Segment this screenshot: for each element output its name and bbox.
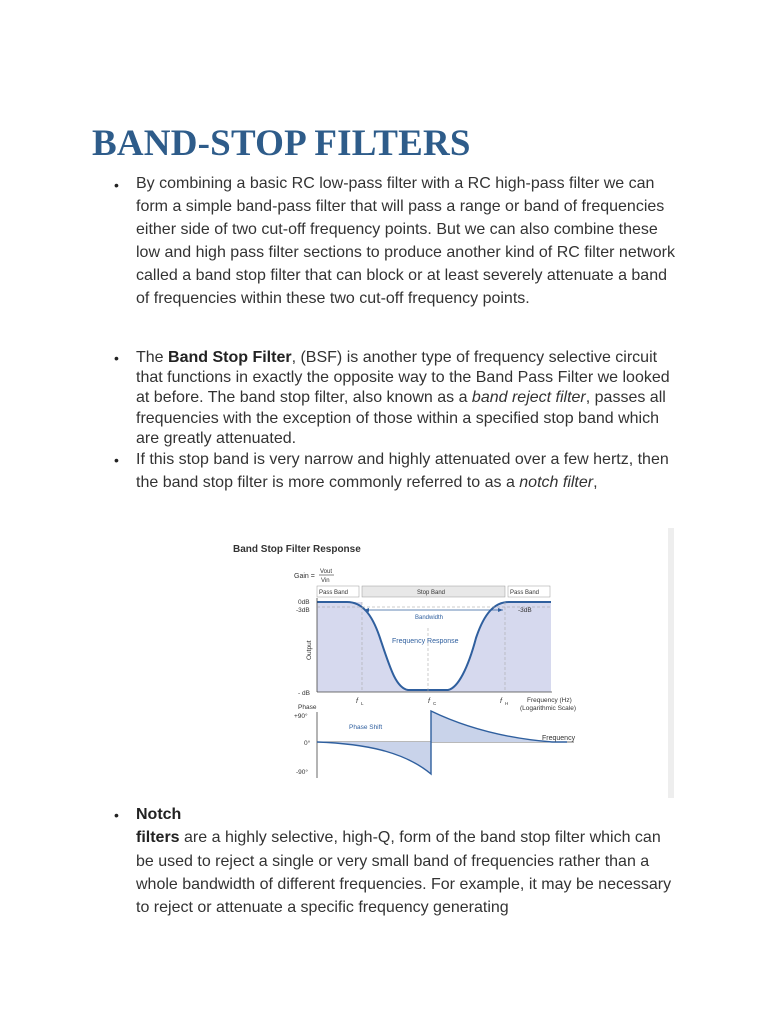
figure-title: Band Stop Filter Response xyxy=(233,544,361,555)
minus90-label: -90° xyxy=(296,769,308,776)
paragraph-notch-intro xyxy=(136,449,676,494)
bold-term: Band Stop Filter xyxy=(168,349,292,366)
minus3db-right-label: -3dB xyxy=(518,607,532,614)
bullet-dot: • xyxy=(114,807,119,823)
bold-term: filters xyxy=(136,829,180,847)
pass-band-left-label: Pass Band xyxy=(319,590,349,596)
fl-subscript: L xyxy=(361,701,364,706)
bandwidth-label: Bandwidth xyxy=(415,615,444,621)
frequency-response-label: Frequency Response xyxy=(392,638,459,645)
phase-label: Phase xyxy=(298,704,317,711)
bullet-dot: • xyxy=(114,177,119,193)
minus-db-label: - dB xyxy=(298,690,310,697)
italic-term: notch filter xyxy=(519,473,594,491)
fc-subscript: C xyxy=(433,701,437,706)
gain-label: Gain = xyxy=(294,573,315,580)
bullet-dot: • xyxy=(114,452,119,468)
page-title: BAND-STOP FILTERS xyxy=(92,123,471,164)
bullet-dot: • xyxy=(114,350,119,366)
text-run: are a highly selective, high-Q, form of the band stop filter which can be used to reject a single or very small band of frequencies rather than a whole bandwidth of different frequencies. For example, it may be necessary to reject or attenuate a specific frequency generating xyxy=(136,829,672,917)
italic-term: band reject filter xyxy=(471,389,586,407)
text-run: , passes all frequencies with the exception of those within a specified stop band which are greatly attenuated. xyxy=(136,389,666,447)
figure-background xyxy=(222,528,674,798)
fh-marker: f xyxy=(500,698,502,705)
text-run: The xyxy=(136,349,169,366)
zero-db-label: 0dB xyxy=(298,599,310,606)
paragraph-band-stop-filter xyxy=(136,348,676,449)
text-run: , (BSF) is another type of frequency selective circuit that functions in exactly the opposite way to the Band Pass Filter we looked at before. The band stop filter, also known as a xyxy=(136,349,670,407)
text-run: , xyxy=(593,473,598,491)
fh-subscript: H xyxy=(505,701,509,706)
phase-shift-label: Phase Shift xyxy=(349,724,383,731)
gain-denominator: Vin xyxy=(321,578,330,584)
fc-marker: f xyxy=(428,698,430,705)
paragraph-rc-filters: By combining a basic RC low-pass filter with a RC high-pass filter we can form a simple band-pass filter that will pass a range or band of frequencies either side of two cut-off frequency points. But we can also combine these low and high pass filter sections to produce another kind of RC filter network called a band stop filter that can block or at least severely attenuate a band of frequencies within these two cut-off frequency points. xyxy=(136,175,675,307)
zero-deg-label: 0° xyxy=(304,740,311,747)
paragraph-notch-filters xyxy=(136,803,676,919)
stop-band-label: Stop Band xyxy=(417,590,446,596)
gain-numerator: Vout xyxy=(320,569,333,575)
minus3db-left-label: -3dB xyxy=(296,607,310,614)
plus90-label: +90° xyxy=(294,713,308,720)
pass-band-right-label: Pass Band xyxy=(510,590,540,596)
filter-response-diagram xyxy=(222,528,674,798)
filter-response-figure xyxy=(222,528,674,798)
bold-term: Notch xyxy=(136,806,182,823)
phase-frequency-label: Frequency xyxy=(542,735,576,742)
figure-edge-shade xyxy=(668,528,674,798)
fl-marker: f xyxy=(356,698,358,705)
frequency-axis-scale: (Logarithmic Scale) xyxy=(520,705,576,712)
output-axis-label: Output xyxy=(306,640,313,660)
frequency-axis-title: Frequency (Hz) xyxy=(527,697,572,704)
text-run: If this stop band is very narrow and highly attenuated over a few hertz, then the band stop filter is more commonly referred to as a xyxy=(136,451,669,491)
